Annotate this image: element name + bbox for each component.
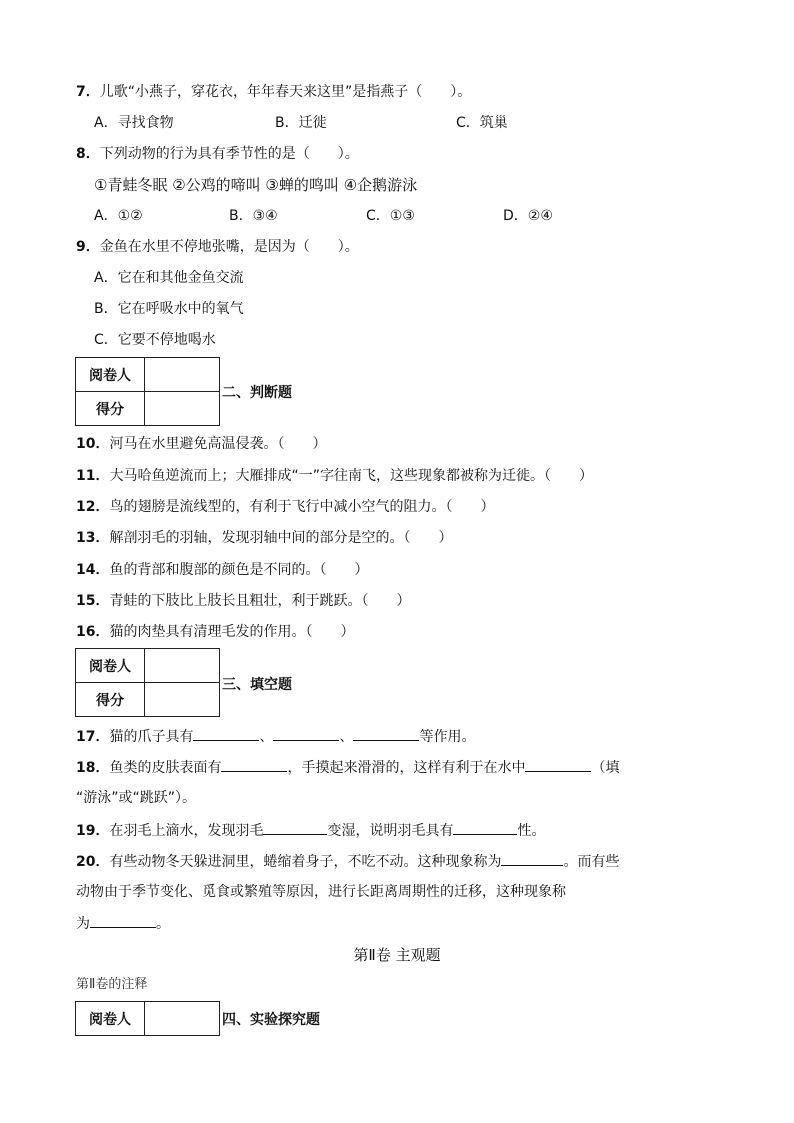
score-cell[interactable] <box>145 683 220 717</box>
question-19 <box>76 820 545 841</box>
question-text: （填 <box>591 760 620 776</box>
question-text: 儿歌“小燕子，穿花衣，年年春天来这里”是指燕子（ ）。 <box>99 84 472 100</box>
answer-blank[interactable] <box>525 757 591 772</box>
option-b[interactable]: B．它在呼吸水中的氧气 <box>94 301 244 317</box>
question-13 <box>76 528 452 548</box>
reviewer-cell[interactable] <box>145 358 220 392</box>
question-number: 13． <box>76 530 110 546</box>
question-text: 等作用。 <box>419 729 476 745</box>
question-text: 鱼的背部和腹部的颜色是不同的。（ ） <box>109 562 369 578</box>
answer-blank[interactable] <box>501 851 563 866</box>
answer-blank[interactable] <box>221 757 287 772</box>
option-c[interactable]: C．①③ <box>366 208 415 224</box>
score-cell[interactable] <box>145 392 220 426</box>
question-text: 鱼类的皮肤表面有 <box>109 760 222 776</box>
reviewer-label: 阅卷人 <box>76 649 145 683</box>
question-number: 15． <box>76 593 110 609</box>
question-20-end <box>76 913 170 934</box>
question-18-cont: “游泳”或“跳跃”）。 <box>76 790 197 806</box>
option-c[interactable]: C．它要不停地喝水 <box>94 332 216 348</box>
question-text: 变湿，说明羽毛具有 <box>327 823 454 839</box>
score-table <box>75 1001 220 1036</box>
question-text: 猫的爪子具有 <box>109 729 194 745</box>
question-7 <box>76 82 471 102</box>
section-title-judge: 二、判断题 <box>222 385 292 401</box>
question-17 <box>76 726 475 747</box>
question-8 <box>76 144 359 164</box>
answer-blank[interactable] <box>453 820 517 835</box>
question-text: 在羽毛上滴水，发现羽毛 <box>109 823 264 839</box>
question-number: 11． <box>76 468 110 484</box>
question-number: 17． <box>76 729 110 745</box>
part2-note: 第Ⅱ卷的注释 <box>76 977 148 992</box>
question-text: 解剖羽毛的羽轴，发现羽轴中间的部分是空的。（ ） <box>109 530 453 546</box>
question-text: 金鱼在水里不停地张嘴，是因为（ ）。 <box>99 239 359 255</box>
question-15 <box>76 591 410 611</box>
question-text: 大马哈鱼逆流而上；大雁排成“一”字往南飞，这些现象都被称为迁徙。（ ） <box>109 468 593 484</box>
question-text: 性。 <box>517 823 546 839</box>
question-text: 河马在水里避免高温侵袭。（ ） <box>109 436 327 452</box>
section-title-experiment: 四、实验探究题 <box>222 1012 320 1028</box>
question-number: 18． <box>76 760 110 776</box>
part2-title: 第Ⅱ卷 主观题 <box>353 946 441 964</box>
question-12 <box>76 497 494 517</box>
answer-blank[interactable] <box>193 726 259 741</box>
question-number: 9． <box>76 239 100 255</box>
reviewer-cell[interactable] <box>145 649 220 683</box>
question-text: 鸟的翅膀是流线型的，有利于飞行中减小空气的阻力。（ ） <box>109 499 495 515</box>
question-number: 12． <box>76 499 110 515</box>
question-text: 青蛙的下肢比上肢长且粗壮，利于跳跃。（ ） <box>109 593 411 609</box>
question-18 <box>76 757 619 778</box>
separator: 、 <box>259 729 274 745</box>
option-d[interactable]: D．②④ <box>503 208 553 224</box>
score-label: 得分 <box>76 683 145 717</box>
answer-blank[interactable] <box>353 726 419 741</box>
question-text: 猫的肉垫具有清理毛发的作用。（ ） <box>109 624 355 640</box>
question-number: 10． <box>76 436 110 452</box>
answer-blank[interactable] <box>90 913 156 928</box>
question-20-cont: 动物由于季节变化、觅食或繁殖等原因，进行长距离周期性的迁移，这种现象称 <box>76 884 566 900</box>
section-title-fill: 三、填空题 <box>222 677 292 693</box>
option-a[interactable]: A．①② <box>94 208 143 224</box>
option-c[interactable]: C．筑巢 <box>456 115 508 131</box>
option-a[interactable]: A．它在和其他金鱼交流 <box>94 270 244 286</box>
question-number: 7． <box>76 84 100 100</box>
question-9 <box>76 237 359 257</box>
question-text: 有些动物冬天躲进洞里，蜷缩着身子，不吃不动。这种现象称为 <box>109 854 502 870</box>
question-text: 下列动物的行为具有季节性的是（ ）。 <box>99 146 359 162</box>
question-11 <box>76 466 593 486</box>
option-a[interactable]: A．寻找食物 <box>94 115 174 131</box>
question-8-items: ①青蛙冬眠 ②公鸡的啼叫 ③蝉的鸣叫 ④企鹅游泳 <box>94 176 418 194</box>
separator: 、 <box>339 729 354 745</box>
question-text: 为 <box>76 916 90 932</box>
score-table <box>75 357 220 426</box>
reviewer-label: 阅卷人 <box>76 1002 145 1036</box>
question-number: 20． <box>76 854 110 870</box>
reviewer-label: 阅卷人 <box>76 358 145 392</box>
question-text: 。 <box>156 916 170 932</box>
answer-blank[interactable] <box>263 820 327 835</box>
score-table <box>75 648 220 717</box>
question-number: 14． <box>76 562 110 578</box>
question-number: 19． <box>76 823 110 839</box>
question-number: 16． <box>76 624 110 640</box>
option-b[interactable]: B．迁徙 <box>275 115 327 131</box>
reviewer-cell[interactable] <box>145 1002 220 1036</box>
question-14 <box>76 560 368 580</box>
answer-blank[interactable] <box>273 726 339 741</box>
question-text: ，手摸起来滑滑的，这样有利于在水中 <box>287 760 526 776</box>
question-20 <box>76 851 619 872</box>
question-16 <box>76 622 354 642</box>
question-number: 8． <box>76 146 100 162</box>
option-b[interactable]: B．③④ <box>229 208 278 224</box>
question-text: 。而有些 <box>563 854 620 870</box>
question-10 <box>76 434 326 454</box>
score-label: 得分 <box>76 392 145 426</box>
